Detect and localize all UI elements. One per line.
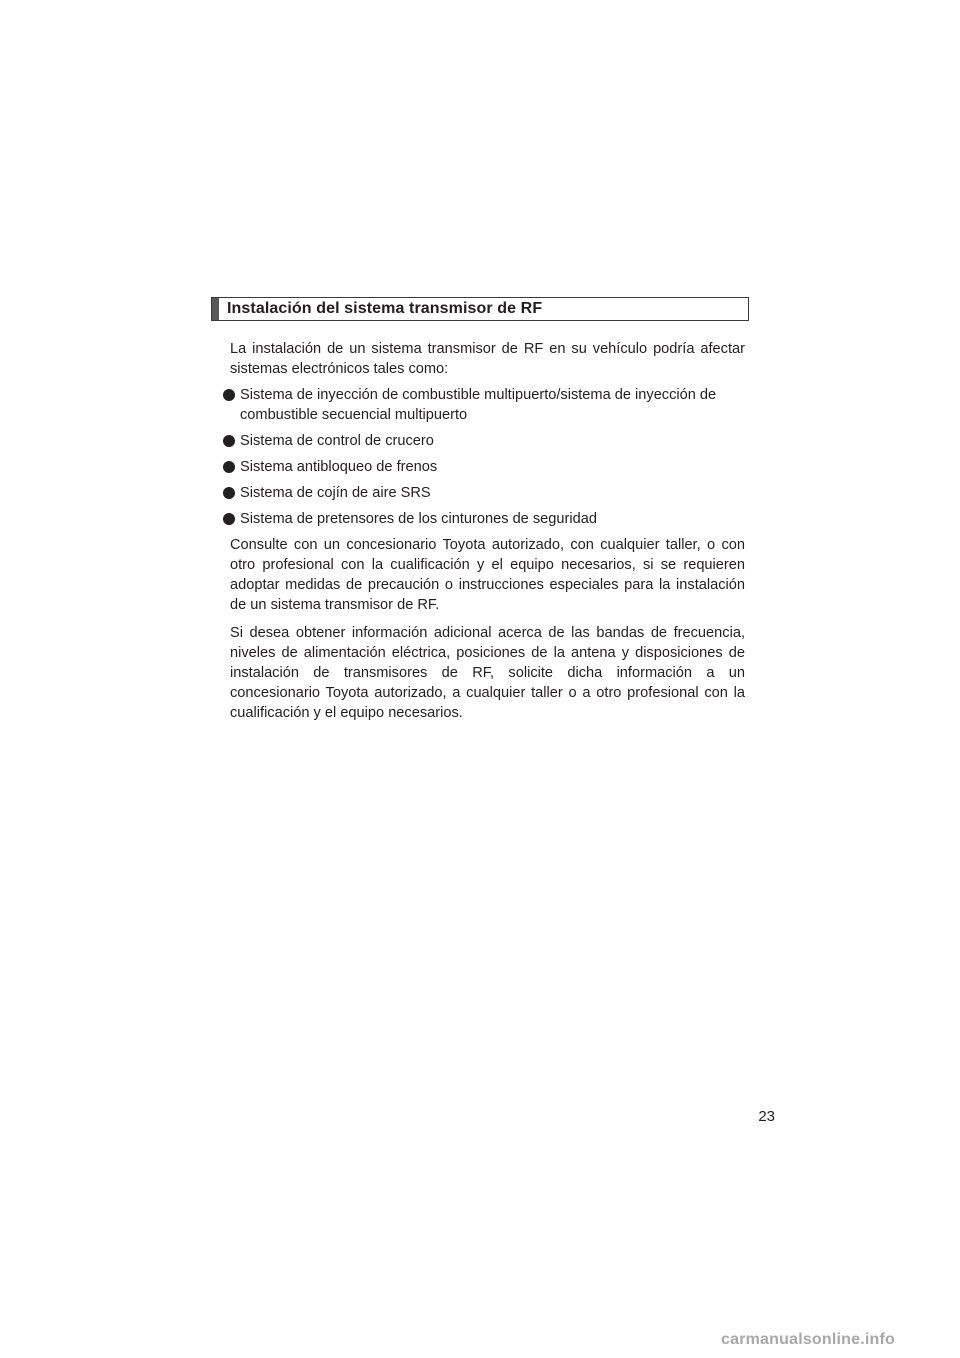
- list-item: [223, 483, 745, 503]
- page-number: 23: [758, 1108, 775, 1125]
- list-item-text: Sistema de inyección de combustible multipuerto/sistema de inyección de combustible secuencial multipuerto: [240, 387, 717, 423]
- section-header-bar: [212, 298, 219, 320]
- bullet-dot-icon: [223, 513, 235, 525]
- bullet-list: [223, 385, 745, 535]
- bullet-dot-icon: [223, 487, 235, 499]
- watermark: carmanualsonline.info: [721, 1331, 896, 1348]
- list-item: [223, 509, 745, 529]
- list-item-text: Sistema de cojín de aire SRS: [240, 485, 431, 501]
- list-item-text: Sistema antibloqueo de frenos: [240, 459, 438, 475]
- bullet-dot-icon: [223, 435, 235, 447]
- section-header: [211, 297, 749, 321]
- paragraph-consult: Consulte con un concesionario Toyota autorizado, con cualquier taller, o con otro profesional con la cualificación y el equipo necesarios, si se requieren adoptar medidas de precaución o instrucciones especiales para la instalación de un sistema transmisor de RF.: [230, 537, 745, 613]
- list-item: [223, 431, 745, 451]
- paragraph-info: Si desea obtener información adicional acerca de las bandas de frecuencia, niveles de alimentación eléctrica, posiciones de la antena y disposiciones de instalación de transmisores de RF, solicite dicha información a un concesionario Toyota autorizado, a cualquier taller o a otro profesional con la cualificación y el equipo necesarios.: [230, 625, 745, 721]
- list-item-text: Sistema de pretensores de los cinturones de seguridad: [240, 511, 597, 527]
- list-item: [223, 385, 745, 425]
- list-item-text: Sistema de control de crucero: [240, 433, 434, 449]
- bullet-dot-icon: [223, 389, 235, 401]
- section-title: Instalación del sistema transmisor de RF: [227, 300, 543, 317]
- intro-paragraph: La instalación de un sistema transmisor de RF en su vehículo podría afectar sistemas electrónicos tales como:: [230, 341, 745, 377]
- bullet-dot-icon: [223, 461, 235, 473]
- list-item: [223, 457, 745, 477]
